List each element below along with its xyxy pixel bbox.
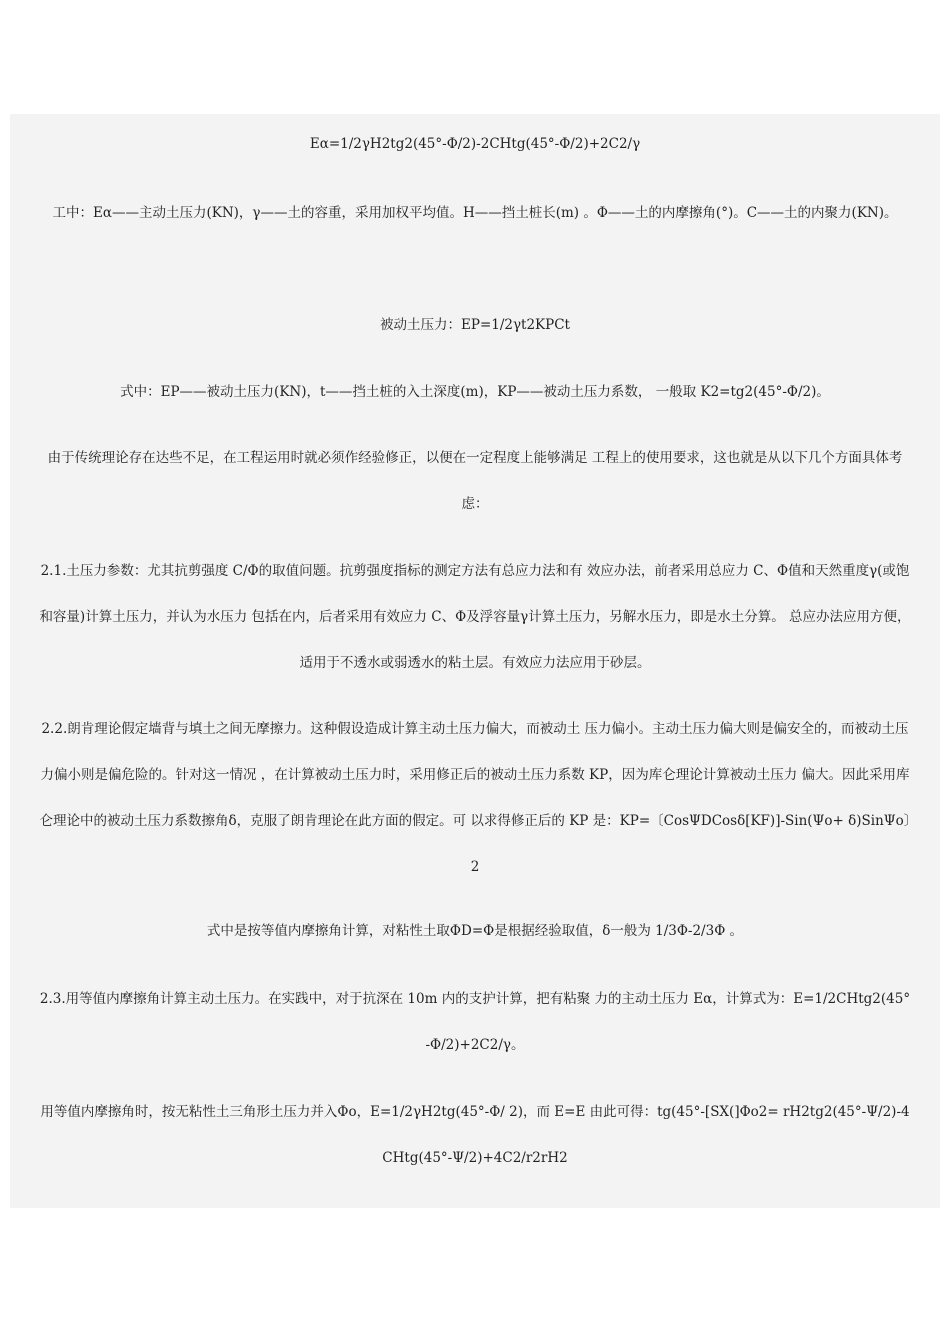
paragraph-equivalent-friction-derivation: 用等值内摩擦角时，按无粘性土三角形土压力并入Φo，E=1/2γH2tg(45°-Φ/ 2)，而 E=E 由此可得：tg(45°-[SX(]Φo2= rH2tg2(45°-Ψ/2)-4CHtg(45°-Ψ/2)+4C2/r2rH2 [40,1104,910,1166]
document-panel [10,114,940,1208]
paragraph-passive-pressure-terms: 式中：EP——被动土压力(KN)，t——挡土桩的入土深度(m)，KP——被动土压力系数， 一般取 K2=tg2(45°-Φ/2)。 [120,384,830,400]
section-2-1: 2.1.土压力参数：尤其抗剪强度 C/Φ的取值问题。抗剪强度指标的测定方法有总应力法和有 效应办法，前者采用总应力 C、Φ值和天然重度γ(或饱和容量)计算土压力，并认为水压力 包括在内，后者采用有效应力 C、Φ及浮容量γ计算土压力，另解水压力，即是水土分算。 总应办法应用方便，适用于不透水或弱透水的粘土层。有效应力法应用于砂层。 [39,563,911,671]
paragraph-equivalent-friction-note: 式中是按等值内摩擦角计算，对粘性土取ΦD=Φ是根据经验取值，δ一般为 1/3Φ-2/3Φ 。 [206,923,744,939]
section-2-2: 2.2.朗肯理论假定墙背与填土之间无摩擦力。这种假设造成计算主动土压力偏大，而被动土 压力偏小。主动土压力偏大则是偏安全的，而被动土压力偏小则是偏危险的。针对这一情况 ，在计算被动土压力时，采用修正后的被动土压力系数 KP，因为库仑理论计算被动土压力 偏大。因此采用库仑理论中的被动土压力系数擦角δ，克服了朗肯理论在此方面的假定。可 以求得修正后的 KP 是：KP=〔CosΨDCosδ[KF)]-Sin(Ψo+ δ)SinΨo〕2 [39,721,911,875]
paragraph-empirical-correction: 由于传统理论存在达些不足，在工程运用时就必须作经验修正，以便在一定程度上能够满足 工程上的使用要求，这也就是从以下几个方面具体考虑： [47,450,903,512]
formula-active-pressure: Eα=1/2γH2tg2(45°-Φ/2)-2CHtg(45°-Φ/2)+2C2/γ [309,136,641,152]
formula-passive-pressure: 被动土压力：EP=1/2γt2KPCt [380,317,570,333]
paragraph-active-pressure-terms: 工中：Eα——主动土压力(KN)，γ——土的容重，采用加权平均值。H——挡土桩长(m) 。Φ——土的内摩擦角(°)。C——土的内聚力(KN)。 [52,205,898,221]
section-2-3: 2.3.用等值内摩擦角计算主动土压力。在实践中，对于抗深在 10m 内的支护计算，把有粘聚 力的主动土压力 Eα，计算式为：E=1/2CHtg2(45°-Φ/2)+2C2/γ。 [39,991,911,1053]
